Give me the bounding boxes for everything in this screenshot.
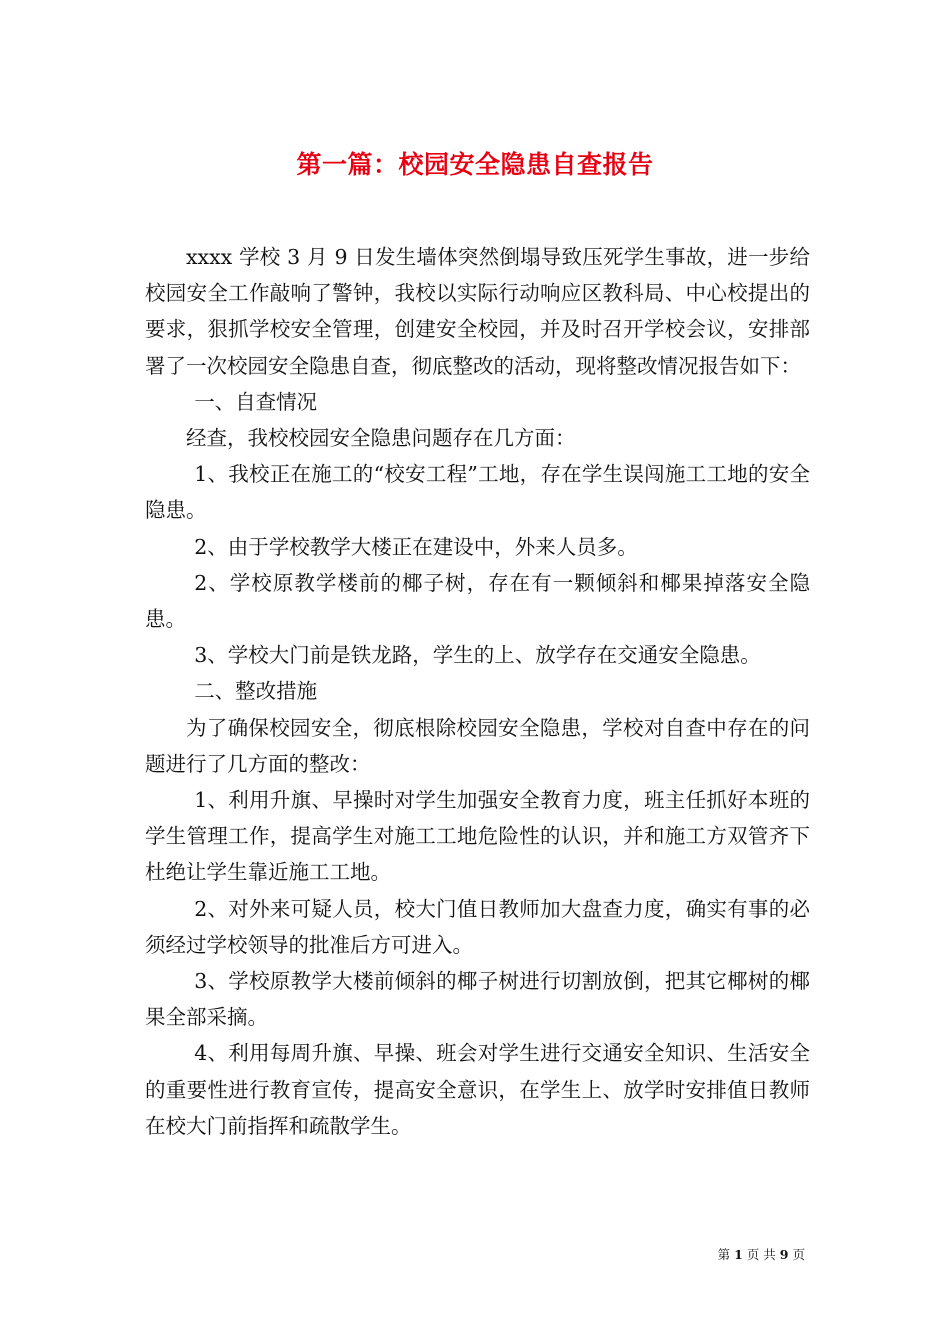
section-heading-self-inspection: 一、自查情况 <box>194 389 318 414</box>
hazard-item-2b: 2、学校原教学楼前的椰子树，存在有一颗倾斜和椰果掉落安全隐患。 <box>145 570 810 632</box>
page-number-footer <box>718 1246 805 1264</box>
footer-suffix: 页 <box>792 1247 805 1262</box>
measure-item-4: 4、利用每周升旗、早操、班会对学生进行交通安全知识、生活安全的重要性进行教育宣传，提高安全意识，在学生上、放学时安排值日教师在校大门前指挥和疏散学生。 <box>145 1041 810 1138</box>
section-heading-rectification: 二、整改措施 <box>194 679 318 704</box>
measure-item-1: 1、利用升旗、早操时对学生加强安全教育力度，班主任抓好本班的学生管理工作，提高学生对施工工地危险性的认识，并和施工方双管齐下杜绝让学生靠近施工工地。 <box>145 788 810 885</box>
document-title: 第一篇：校园安全隐患自查报告 <box>296 149 654 179</box>
hazard-item-2: 2、由于学校教学大楼正在建设中，外来人员多。 <box>194 534 638 559</box>
total-page-number: 9 <box>779 1247 789 1262</box>
hazard-item-1: 1、我校正在施工的“校安工程”工地，存在学生误闯施工工地的安全隐患。 <box>145 462 810 523</box>
intro-paragraph: xxxx 学校 3 月 9 日发生墙体突然倒塌导致压死学生事故，进一步给校园安全工作敲响了警钟，我校以实际行动响应区教科局、中心校提出的要求，狠抓学校安全管理，创建安全校园，并及时召开学校会议，安排部署了一次校园安全隐患自查，彻底整改的活动，现将整改情况报告如下： <box>145 245 810 378</box>
measure-item-2: 2、对外来可疑人员，校大门值日教师加大盘查力度，确实有事的必须经过学校领导的批准后方可进入。 <box>145 896 810 957</box>
document-body <box>145 239 810 1144</box>
footer-middle: 页 共 <box>746 1247 776 1262</box>
inspection-summary-paragraph: 经查，我校校园安全隐患问题存在几方面： <box>186 426 576 451</box>
footer-prefix: 第 <box>717 1247 731 1262</box>
rectification-summary-paragraph: 为了确保校园安全，彻底根除校园安全隐患，学校对自查中存在的问题进行了几方面的整改： <box>145 715 810 776</box>
hazard-item-3: 3、学校大门前是铁龙路，学生的上、放学存在交通安全隐患。 <box>194 643 761 668</box>
current-page-number: 1 <box>734 1247 743 1262</box>
measure-item-3: 3、学校原教学大楼前倾斜的椰子树进行切割放倒，把其它椰树的椰果全部采摘。 <box>145 969 810 1030</box>
